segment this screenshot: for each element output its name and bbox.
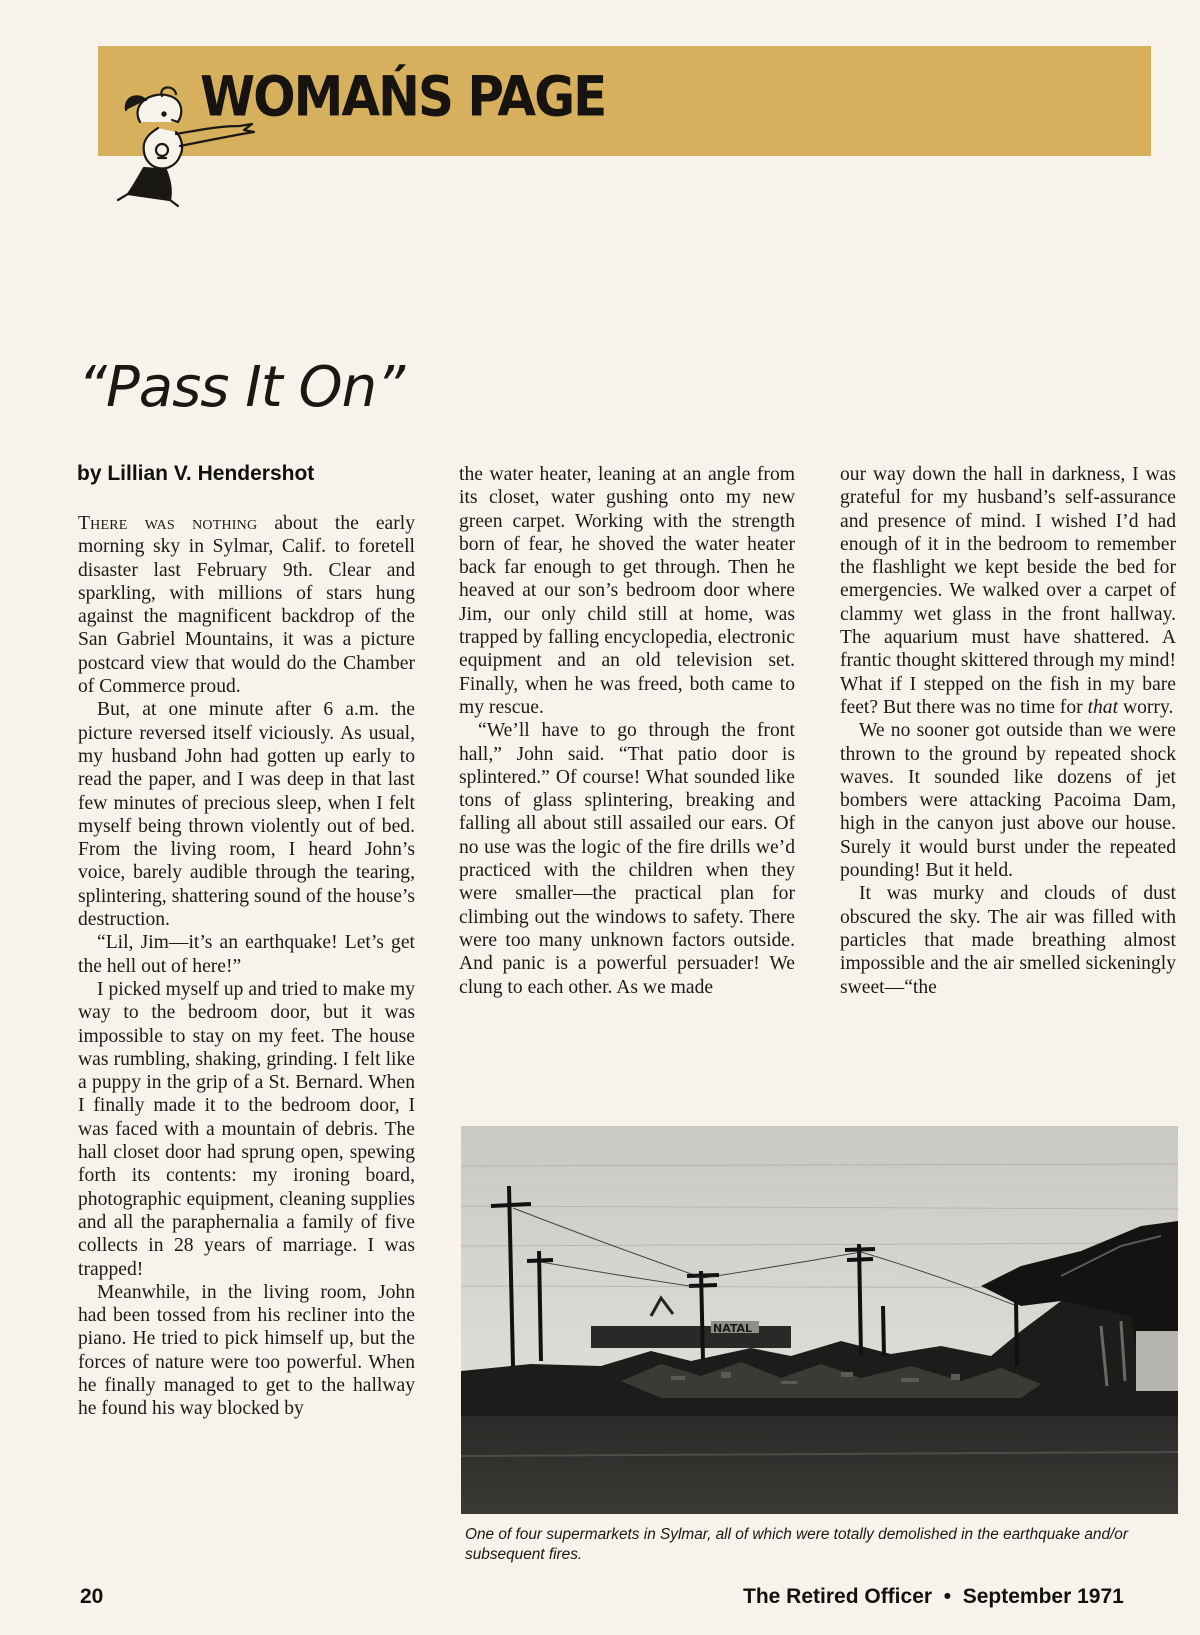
paragraph: But, at one minute after 6 a.m. the picture reversed itself viciously. As usual, my husband John had gotten up early to read the paper, and I was deep in that last few minutes of precious sleep, when I felt myself being thrown violently out of bed. From the living room, I heard John’s voice, barely audible through the tearing, splintering, shattering sound of the house’s destruction. <box>78 699 415 931</box>
paragraph: “We’ll have to go through the front hall,” John said. “That patio door is splintered.” Of course! What sounded like tons of glass splintering, breaking and falling all about still assailed our ears. Of no use was the logic of the fire drills we’d practiced with the children when they were smaller—the practical plan for climbing out the windows to safety. There were too many unknown factors outside. And panic is a powerful persuader! We clung to each other. As we made <box>459 720 795 998</box>
emphasis: that <box>1087 696 1119 718</box>
issue-date: September 1971 <box>962 1585 1124 1608</box>
running-footer <box>743 1585 1124 1609</box>
paragraph: It was murky and clouds of dust obscured the sky. The air was filled with particles that made breathing almost impossible and the air smelled sickeningly sweet—“the <box>840 883 1176 998</box>
article-column-2 <box>459 463 795 999</box>
lead-in: There was nothing <box>78 513 258 534</box>
paragraph: There was nothing about the early morning sky in Sylmar, Calif. to foretell disaster last February 9th. Clear and sparkling, with millions of stars hung against the magnificent backdrop of the San Gabriel Mountains, it was a picture postcard view that would do the Chamber of Commerce proud. <box>78 513 415 698</box>
paragraph: the water heater, leaning at an angle from its closet, water gushing onto my new green carpet. Working with the strength born of fear, he shoved the water heater back far enough to get through. Then he heaved at our son’s bedroom door where Jim, our only child still at home, was trapped by falling encyclopedia, electronic equipment and an old television set. Finally, when he was freed, both came to my rescue. <box>459 464 795 718</box>
article-column-1 <box>78 512 415 1421</box>
woman-pointing-icon <box>100 82 260 208</box>
page-number: 20 <box>80 1585 104 1608</box>
earthquake-photo <box>461 1126 1178 1514</box>
separator-dot: • <box>943 1585 952 1608</box>
publication-name: The Retired Officer <box>743 1585 933 1608</box>
sign-text: NATAL <box>713 1322 753 1335</box>
photo-caption: One of four supermarkets in Sylmar, all of which were totally demolished in the earthquake and/or subsequent fires. <box>465 1526 1128 1563</box>
paragraph: “Lil, Jim—it’s an earthquake! Let’s get the hell out of here!” <box>78 932 415 977</box>
paragraph: Meanwhile, in the living room, John had been tossed from his recliner into the piano. He tried to pick himself up, but the forces of nature were too powerful. When he finally managed to get to the hallway he found his way blocked by <box>78 1281 415 1420</box>
byline: by Lillian V. Hendershot <box>77 462 315 485</box>
paragraph: We no sooner got outside than we were thrown to the ground by repeated shock waves. It sounded like dozens of jet bombers were attacking Pacoima Dam, high in the canyon just above our house. Surely it would burst under the repeated pounding! But it held. <box>840 720 1176 882</box>
article-title: “Pass It On” <box>78 355 405 420</box>
section-title: WOMAŃS PAGE <box>200 65 606 129</box>
paragraph: our way down the hall in darkness, I was grateful for my husband’s self-assurance and presence of mind. I wished I’d had enough of it in the bedroom to remember the flashlight we kept beside the bed for emergencies. We walked over a carpet of clammy wet glass in the front hallway. The aquarium must have shattered. A frantic thought skittered through my mind! What if I stepped on the fish in my bare feet? But there was no time for that worry. <box>840 464 1176 718</box>
article-column-3 <box>840 463 1176 999</box>
paragraph: I picked myself up and tried to make my way to the bedroom door, but it was impossible to stay on my feet. The house was rumbling, shaking, grinding. I felt like a puppy in the grip of a St. Bernard. When I finally made it to the bedroom door, I was faced with a mountain of debris. The hall closet door had sprung open, spewing forth its contents: my ironing board, photographic equipment, cleaning supplies and all the paraphernalia a family of five collects in 28 years of marriage. I was trapped! <box>78 978 415 1280</box>
